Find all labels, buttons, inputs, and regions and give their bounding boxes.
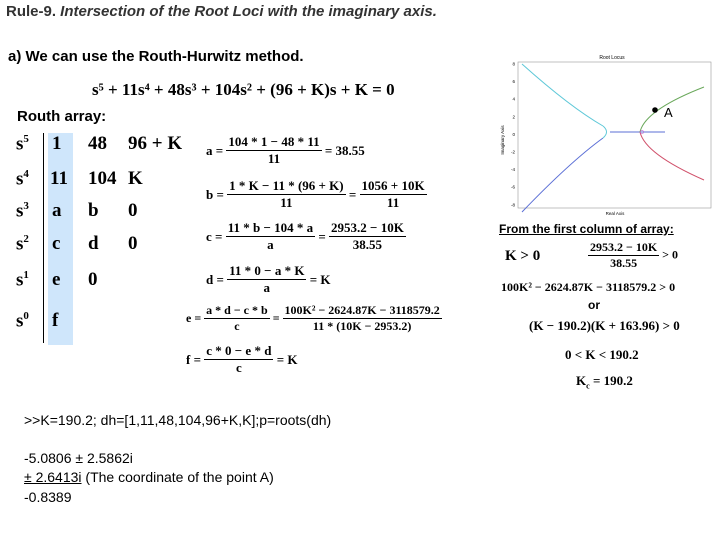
routh-cell: c [52, 233, 61, 254]
routh-cell: e [52, 269, 61, 290]
root-real: -0.8389 [24, 489, 72, 505]
plot-title: Root Locus [599, 55, 625, 61]
plot-ytick: 0 [512, 131, 515, 137]
root-imag [24, 469, 274, 485]
routh-cell: a [52, 200, 62, 221]
eq-a: a = $\frac{104 * 1 - 48 * 11}{11}$ = 38.55 [206, 134, 365, 166]
cond-e-positive: 100K² − 2624.87K − 3118579.2 > 0 [501, 280, 676, 294]
routh-row-label: $s^0$ [16, 310, 29, 332]
page-title [6, 3, 437, 20]
routh-cell: 0 [128, 233, 138, 254]
root-imag-value: ± 2.6413i [24, 469, 82, 485]
eq-d: d = $\frac{11 * 0 - a * K}{a}$ = K [206, 263, 331, 295]
routh-cell: 96 + K [128, 133, 183, 154]
plot-ylabel: Imaginary Axis [500, 125, 505, 155]
point-a-marker [652, 107, 658, 113]
plot-ytick: -6 [510, 184, 515, 190]
eq-e: e = $\frac{a * d - c * b}{c}$ = $\frac{\text{100K² − 2624.87K − 3118579.2}}{11 * (10K - 2953.2)}$ [186, 303, 440, 333]
eq-f: f = $\frac{c * 0 - e * d}{c}$ = K [186, 343, 298, 375]
routh-cell: 48 [88, 133, 107, 154]
root-imag-note: (The coordinate of the point A) [81, 469, 274, 485]
routh-cell: K [128, 168, 143, 189]
routh-cell: 0 [128, 200, 138, 221]
rule-number: Rule-9. [6, 3, 57, 20]
eq-b: b = $\frac{1 * K - 11 * (96 + K)}{11}$ = $\frac{1056 + 10K}{11}$ [206, 178, 425, 210]
plot-ytick: 4 [512, 96, 515, 102]
cond-factored: (K − 190.2)(K + 163.96) > 0 [529, 318, 680, 333]
plot-ytick: -4 [510, 167, 515, 173]
routh-cell: f [52, 310, 59, 331]
routh-row-label: $s^2$ [16, 233, 29, 255]
or-text: or [588, 298, 600, 312]
point-a-label: A [664, 105, 673, 120]
cond-k-positive: K > 0 [505, 248, 541, 264]
matlab-command: >>K=190.2; dh=[1,11,48,104,96+K,K];p=roots(dh) [24, 412, 332, 428]
critical-gain: $K_c = 190.2$ [576, 373, 633, 391]
root-complex-1: -5.0806 ± 2.5862i [24, 450, 133, 466]
routh-array-label: Routh array: [17, 108, 107, 125]
routh-cell: 104 [88, 168, 117, 189]
rule-title: Intersection of the Root Loci with the imaginary axis. [56, 3, 437, 20]
routh-row-label: $s^4$ [16, 168, 29, 190]
cond-range: 0 < K < 190.2 [565, 347, 639, 362]
plot-ytick: 8 [512, 61, 515, 67]
subtitle: a) We can use the Routh-Hurwitz method. [8, 48, 304, 65]
routh-cell: b [88, 200, 99, 221]
cond-c-positive: $\frac{2953.2 - 10K}{38.55}$ > 0 [590, 240, 679, 270]
routh-divider [43, 133, 44, 343]
routh-row-label: $s^1$ [16, 269, 29, 291]
plot-ytick: -2 [510, 149, 515, 155]
root-locus-plot [500, 52, 715, 217]
plot-ytick: 6 [512, 79, 515, 85]
plot-ytick: -8 [510, 202, 515, 208]
plot-xlabel: Real Axis [605, 211, 625, 216]
plot-yticks [511, 62, 516, 208]
first-column-header: From the first column of array: [499, 222, 674, 236]
eq-c: c = $\frac{11 * b - 104 * a}{a}$ = $\frac{2953.2 - 10K}{38.55}$ [206, 220, 404, 252]
plot-ytick: 2 [512, 114, 515, 120]
routh-cell: 1 [52, 133, 62, 154]
routh-cell: 11 [50, 168, 68, 189]
routh-cell: 0 [88, 269, 98, 290]
routh-row-label: $s^5$ [16, 133, 29, 155]
routh-cell: d [88, 233, 99, 254]
routh-row-label: $s^3$ [16, 200, 29, 222]
characteristic-equation: s⁵ + 11s⁴ + 48s³ + 104s² + (96 + K)s + K = 0 [92, 80, 395, 99]
